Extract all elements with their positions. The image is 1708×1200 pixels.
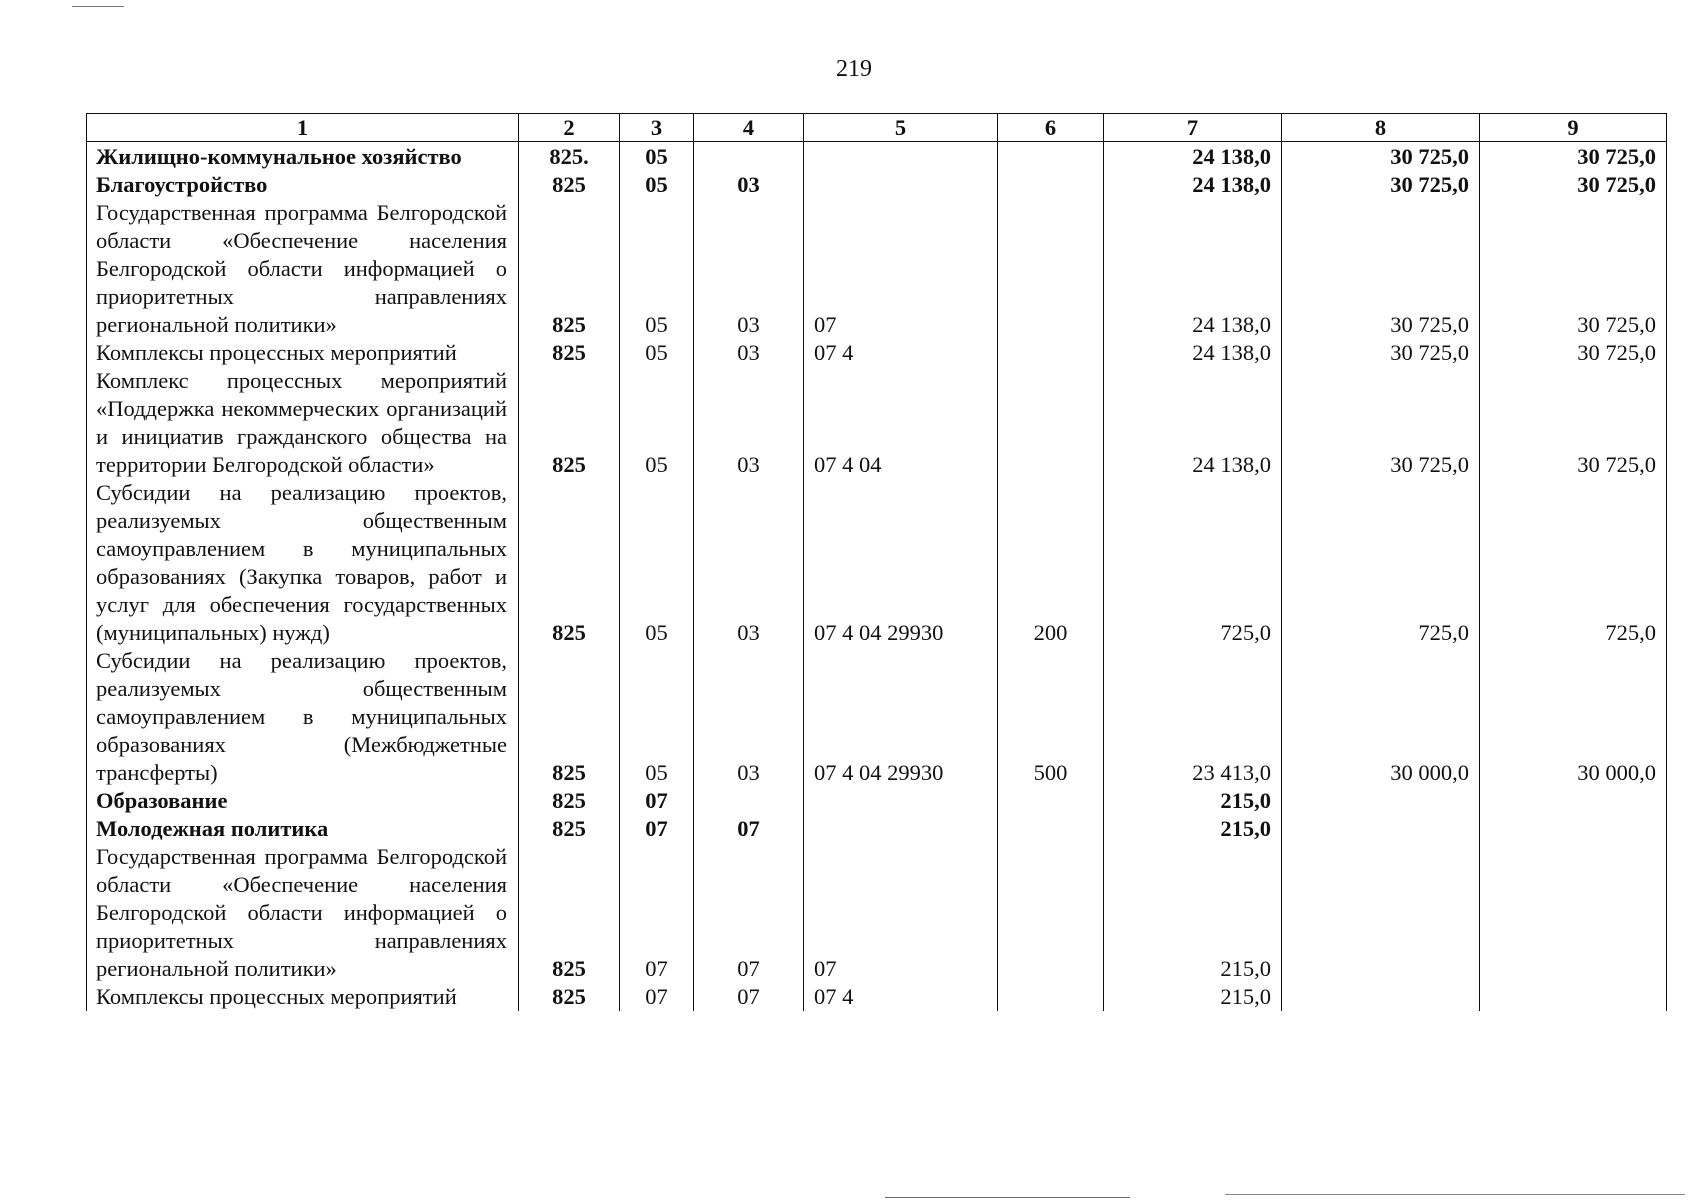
table-row (87, 983, 1667, 1011)
cell-amount-8 (1282, 983, 1480, 1011)
cell-code-3: 05 (620, 647, 694, 787)
cell-code-2: 825 (519, 199, 620, 339)
cell-code-2: 825 (519, 479, 620, 647)
cell-amount-8 (1282, 787, 1480, 815)
row-name-cell: Образование (87, 787, 519, 815)
cell-code-6 (998, 339, 1104, 367)
cell-amount-7: 215,0 (1104, 983, 1282, 1011)
table-header (87, 114, 1667, 142)
cell-code-4: 03 (694, 647, 804, 787)
cell-code-5: 07 (804, 843, 998, 983)
cell-code-2: 825 (519, 647, 620, 787)
cell-code-3: 05 (620, 367, 694, 479)
cell-code-3: 07 (620, 815, 694, 843)
table-row (87, 479, 1667, 647)
cell-code-5 (804, 142, 998, 172)
cell-code-5: 07 4 04 29930 (804, 647, 998, 787)
cell-code-3: 05 (620, 142, 694, 172)
cell-code-2: 825 (519, 815, 620, 843)
table-row (87, 171, 1667, 199)
cell-amount-8: 30 725,0 (1282, 171, 1480, 199)
cell-amount-9: 725,0 (1480, 479, 1667, 647)
cell-code-3: 07 (620, 843, 694, 983)
cell-code-6 (998, 142, 1104, 172)
cell-amount-7: 24 138,0 (1104, 142, 1282, 172)
row-name-cell: Государственная программа Белгородской области «Обеспечение населения Белгородской области информацией о приоритетных направлениях региональной политики» (87, 199, 519, 339)
cell-code-6 (998, 843, 1104, 983)
cell-amount-7: 24 138,0 (1104, 367, 1282, 479)
cell-code-5: 07 4 04 (804, 367, 998, 479)
cell-amount-9: 30 725,0 (1480, 171, 1667, 199)
cell-code-6 (998, 983, 1104, 1011)
table-row (87, 843, 1667, 983)
cell-amount-9: 30 725,0 (1480, 199, 1667, 339)
cell-code-6 (998, 787, 1104, 815)
header-cell: 8 (1282, 114, 1480, 142)
cell-amount-8: 30 725,0 (1282, 142, 1480, 172)
cell-code-5: 07 (804, 199, 998, 339)
cell-amount-7: 215,0 (1104, 815, 1282, 843)
cell-code-6 (998, 199, 1104, 339)
cell-code-5: 07 4 (804, 339, 998, 367)
header-cell: 7 (1104, 114, 1282, 142)
header-cell: 5 (804, 114, 998, 142)
table-row (87, 647, 1667, 787)
cell-code-5: 07 4 (804, 983, 998, 1011)
header-row (87, 114, 1667, 142)
cell-code-3: 07 (620, 787, 694, 815)
row-name-cell: Субсидии на реализацию проектов, реализуемых общественным самоуправлением в муниципальных образованиях (Закупка товаров, работ и услуг для обеспечения государственных (муниципальных) нужд) (87, 479, 519, 647)
table-row (87, 199, 1667, 339)
cell-code-4: 03 (694, 479, 804, 647)
scan-mark-bottom (885, 1197, 1130, 1198)
page-number: 219 (836, 56, 872, 82)
header-cell: 1 (87, 114, 519, 142)
cell-code-5 (804, 787, 998, 815)
header-cell: 3 (620, 114, 694, 142)
cell-code-4: 03 (694, 339, 804, 367)
cell-code-2: 825 (519, 787, 620, 815)
cell-code-2: 825 (519, 367, 620, 479)
cell-amount-7: 24 138,0 (1104, 339, 1282, 367)
cell-code-5: 07 4 04 29930 (804, 479, 998, 647)
cell-amount-9 (1480, 843, 1667, 983)
row-name-cell: Молодежная политика (87, 815, 519, 843)
row-name-cell: Комплексы процессных мероприятий (87, 339, 519, 367)
row-name-cell: Комплекс процессных мероприятий «Поддержка некоммерческих организаций и инициатив гражданского общества на территории Белгородской области» (87, 367, 519, 479)
cell-code-4: 03 (694, 199, 804, 339)
header-cell: 4 (694, 114, 804, 142)
cell-code-3: 05 (620, 199, 694, 339)
cell-amount-9: 30 725,0 (1480, 142, 1667, 172)
cell-amount-8 (1282, 815, 1480, 843)
cell-amount-9 (1480, 815, 1667, 843)
cell-amount-8: 725,0 (1282, 479, 1480, 647)
table-row (87, 367, 1667, 479)
cell-amount-7: 215,0 (1104, 843, 1282, 983)
cell-code-3: 05 (620, 479, 694, 647)
cell-amount-8: 30 000,0 (1282, 647, 1480, 787)
row-name-cell: Государственная программа Белгородской области «Обеспечение населения Белгородской области информацией о приоритетных направлениях региональной политики» (87, 843, 519, 983)
cell-amount-9 (1480, 787, 1667, 815)
row-name-cell: Жилищно-коммунальное хозяйство (87, 142, 519, 172)
table-row (87, 787, 1667, 815)
cell-code-2: 825 (519, 171, 620, 199)
header-cell: 2 (519, 114, 620, 142)
cell-code-2: 825 (519, 983, 620, 1011)
cell-code-4: 03 (694, 171, 804, 199)
cell-amount-7: 24 138,0 (1104, 171, 1282, 199)
cell-amount-7: 24 138,0 (1104, 199, 1282, 339)
cell-amount-9 (1480, 983, 1667, 1011)
cell-amount-8: 30 725,0 (1282, 339, 1480, 367)
cell-code-2: 825 (519, 339, 620, 367)
cell-code-3: 07 (620, 983, 694, 1011)
cell-code-6 (998, 815, 1104, 843)
header-cell: 6 (998, 114, 1104, 142)
cell-code-4 (694, 142, 804, 172)
cell-code-4: 07 (694, 983, 804, 1011)
cell-code-2: 825. (519, 142, 620, 172)
table-body (87, 142, 1667, 1012)
cell-amount-8 (1282, 843, 1480, 983)
table-row (87, 142, 1667, 172)
cell-code-4 (694, 787, 804, 815)
cell-amount-9: 30 000,0 (1480, 647, 1667, 787)
cell-amount-8: 30 725,0 (1282, 199, 1480, 339)
cell-code-6: 200 (998, 479, 1104, 647)
cell-amount-7: 725,0 (1104, 479, 1282, 647)
cell-code-4: 07 (694, 843, 804, 983)
header-cell: 9 (1480, 114, 1667, 142)
table-row (87, 815, 1667, 843)
table-row (87, 339, 1667, 367)
cell-amount-7: 215,0 (1104, 787, 1282, 815)
cell-code-3: 05 (620, 339, 694, 367)
cell-amount-9: 30 725,0 (1480, 339, 1667, 367)
row-name-cell: Комплексы процессных мероприятий (87, 983, 519, 1011)
cell-code-6 (998, 367, 1104, 479)
cell-code-2: 825 (519, 843, 620, 983)
row-name-cell: Субсидии на реализацию проектов, реализуемых общественным самоуправлением в муниципальных образованиях (Межбюджетные трансферты) (87, 647, 519, 787)
cell-code-4: 03 (694, 367, 804, 479)
cell-amount-7: 23 413,0 (1104, 647, 1282, 787)
cell-amount-8: 30 725,0 (1282, 367, 1480, 479)
cell-code-5 (804, 171, 998, 199)
budget-table (86, 113, 1667, 1011)
cell-code-5 (804, 815, 998, 843)
row-name-cell: Благоустройство (87, 171, 519, 199)
cell-code-6 (998, 171, 1104, 199)
scan-mark-top (72, 6, 124, 7)
cell-amount-9: 30 725,0 (1480, 367, 1667, 479)
scan-mark-bottom (1225, 1194, 1685, 1195)
cell-code-6: 500 (998, 647, 1104, 787)
cell-code-3: 05 (620, 171, 694, 199)
cell-code-4: 07 (694, 815, 804, 843)
